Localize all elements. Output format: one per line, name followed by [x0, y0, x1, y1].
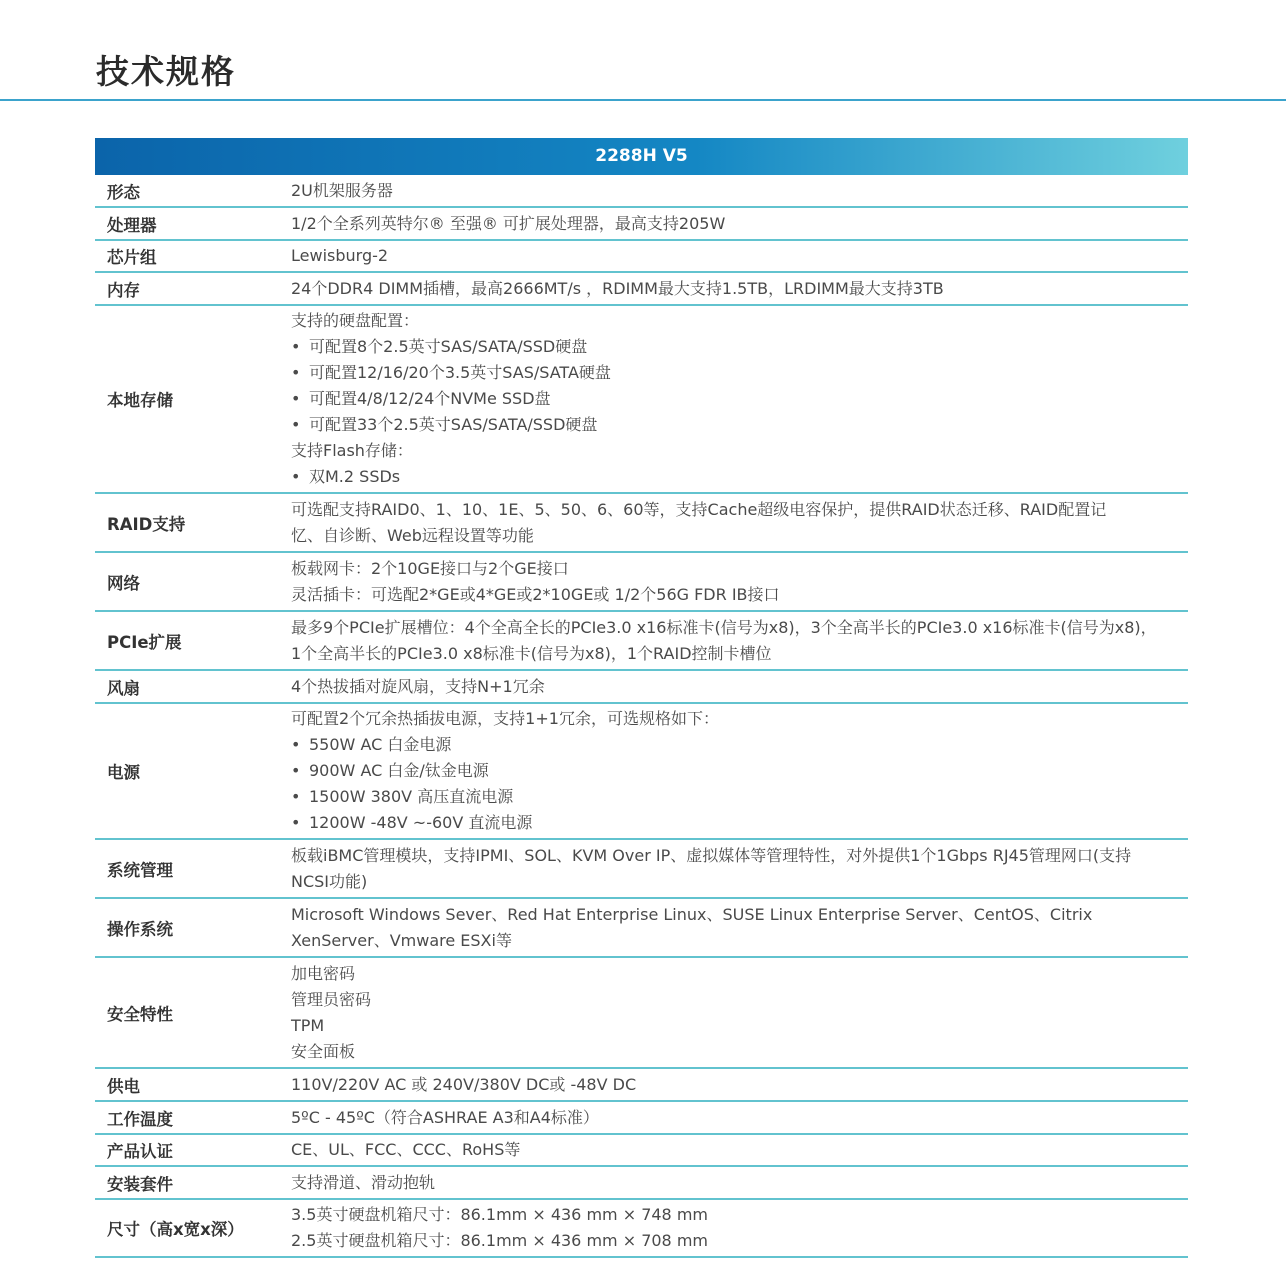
bullet-item: [291, 784, 1180, 810]
bullet-text: 可配置4/8/12/24个NVMe SSD盘: [309, 389, 551, 408]
bullet-text: 550W AC 白金电源: [309, 735, 452, 754]
bullet-text: 1200W -48V ~-60V 直流电源: [309, 813, 533, 832]
bullet-item: [291, 412, 1180, 438]
spec-value: [291, 556, 1188, 608]
spec-line: 110V/220V AC 或 240V/380V DC或 -48V DC: [291, 1074, 637, 1094]
spec-label: 本地存储: [107, 391, 173, 410]
bullet-item: [291, 758, 1180, 784]
title-divider: [0, 99, 1286, 101]
bullet-text: 可配置33个2.5英寸SAS/SATA/SSD硬盘: [309, 415, 598, 434]
spec-line: 忆、自诊断、Web远程设置等功能: [291, 525, 534, 545]
bullet-item: [291, 732, 1180, 758]
spec-label: 产品认证: [107, 1142, 173, 1161]
spec-line: 安全面板: [291, 1041, 356, 1061]
spec-line: TPM: [291, 1015, 325, 1035]
spec-value: [291, 706, 1188, 836]
spec-row: [95, 553, 1188, 612]
spec-value: [291, 1105, 1188, 1131]
spec-label: 内存: [107, 280, 140, 300]
spec-row: [95, 306, 1188, 494]
bullet-item: [291, 334, 1180, 360]
spec-value: [291, 902, 1188, 954]
spec-value: [291, 1202, 1188, 1254]
spec-row: [95, 494, 1188, 553]
bullet-text: 双M.2 SSDs: [309, 467, 401, 486]
spec-label: 网络: [107, 573, 140, 593]
bullet-text: 可配置8个2.5英寸SAS/SATA/SSD硬盘: [309, 337, 588, 356]
spec-row: [95, 241, 1188, 273]
spec-value: [291, 615, 1188, 667]
bullet-text: 可配置12/16/20个3.5英寸SAS/SATA硬盘: [309, 363, 611, 382]
spec-line: 1/2个全系列英特尔® 至强® 可扩展处理器，最高支持205W: [291, 213, 726, 233]
spec-row: [95, 1135, 1188, 1167]
spec-table: [95, 138, 1188, 1258]
spec-line: XenServer、Vmware ESXi等: [291, 930, 512, 950]
spec-row: [95, 1167, 1188, 1200]
spec-line: 管理员密码: [291, 989, 372, 1009]
spec-row: [95, 273, 1188, 306]
spec-line: 灵活插卡：可选配2*GE或4*GE或2*10GE或 1/2个56G FDR IB接口: [291, 584, 780, 604]
spec-row: [95, 1069, 1188, 1102]
spec-line: 支持滑道、滑动抱轨: [291, 1172, 436, 1192]
spec-label: 安装套件: [107, 1174, 173, 1194]
spec-row: [95, 958, 1188, 1069]
spec-value: [291, 961, 1188, 1065]
spec-label: 形态: [107, 182, 140, 202]
bullet-dot-icon: •: [291, 389, 301, 408]
spec-label: 电源: [107, 763, 140, 782]
spec-line: 2.5英寸硬盘机箱尺寸：86.1mm × 436 mm × 708 mm: [291, 1231, 708, 1250]
spec-value: [291, 1137, 1188, 1163]
bullet-dot-icon: •: [291, 813, 301, 832]
spec-line: 1个全高半长的PCIe3.0 x8标准卡(信号为x8)，1个RAID控制卡槽位: [291, 643, 772, 663]
spec-line: 板载网卡：2个10GE接口与2个GE接口: [291, 558, 569, 578]
spec-rows: [95, 175, 1188, 1258]
page-title: 技术规格: [96, 52, 236, 91]
spec-label: 操作系统: [107, 919, 173, 939]
bullet-dot-icon: •: [291, 363, 301, 382]
spec-label: 芯片组: [107, 248, 157, 267]
spec-line: 加电密码: [291, 963, 356, 983]
spec-line: 最多9个PCIe扩展槽位：4个全高全长的PCIe3.0 x16标准卡(信号为x8)，3个全高半长的PCIe3.0 x16标准卡(信号为x8)，: [291, 617, 1157, 637]
spec-value: [291, 276, 1188, 302]
spec-row: [95, 1200, 1188, 1258]
bullet-item: [291, 386, 1180, 412]
spec-label: 尺寸（高x宽x深）: [107, 1220, 244, 1239]
spec-value: [291, 1170, 1188, 1196]
table-header-model: 2288H V5: [95, 138, 1188, 175]
spec-line: 支持的硬盘配置：: [291, 311, 420, 330]
spec-line: 板载iBMC管理模块，支持IPMI、SOL、KVM Over IP、虚拟媒体等管理特性，对外提供1个1Gbps RJ45管理网口(支持: [291, 845, 1132, 865]
spec-line: 24个DDR4 DIMM插槽，最高2666MT/s ，RDIMM最大支持1.5TB，LRDIMM最大支持3TB: [291, 278, 944, 298]
spec-row: [95, 671, 1188, 704]
bullet-dot-icon: •: [291, 337, 301, 356]
bullet-text: 1500W 380V 高压直流电源: [309, 787, 514, 806]
spec-label: 安全特性: [107, 1004, 173, 1024]
bullet-dot-icon: •: [291, 787, 301, 806]
spec-value: [291, 308, 1188, 490]
spec-label: RAID支持: [107, 514, 186, 534]
bullet-item: [291, 810, 1180, 836]
bullet-dot-icon: •: [291, 415, 301, 434]
spec-line: 2U机架服务器: [291, 180, 393, 200]
spec-row: [95, 840, 1188, 899]
spec-line: 5ºC - 45ºC（符合ASHRAE A3和A4标准）: [291, 1107, 599, 1127]
spec-label: PCIe扩展: [107, 632, 182, 652]
spec-line: Lewisburg-2: [291, 246, 389, 265]
spec-label: 处理器: [107, 215, 157, 235]
spec-value: [291, 674, 1188, 700]
spec-value: [291, 211, 1188, 237]
spec-line: NCSI功能): [291, 871, 368, 891]
spec-row: [95, 899, 1188, 958]
spec-row: [95, 612, 1188, 671]
spec-label: 供电: [107, 1076, 140, 1096]
spec-value: [291, 243, 1188, 269]
bullet-item: [291, 464, 1180, 490]
spec-line: 3.5英寸硬盘机箱尺寸：86.1mm × 436 mm × 748 mm: [291, 1205, 708, 1224]
spec-row: [95, 208, 1188, 241]
spec-row: [95, 704, 1188, 840]
spec-label: 工作温度: [107, 1109, 173, 1129]
spec-line: 支持Flash存储：: [291, 441, 413, 460]
spec-line: 可选配支持RAID0、1、10、1E、5、50、6、60等，支持Cache超级电容保护，提供RAID状态迁移、RAID配置记: [291, 499, 1107, 519]
spec-row: [95, 1102, 1188, 1135]
spec-value: [291, 1072, 1188, 1098]
bullet-text: 900W AC 白金/钛金电源: [309, 761, 489, 780]
spec-value: [291, 497, 1188, 549]
bullet-item: [291, 360, 1180, 386]
spec-line: Microsoft Windows Sever、Red Hat Enterprise Linux、SUSE Linux Enterprise Server、CentOS、Citrix: [291, 904, 1093, 924]
spec-line: CE、UL、FCC、CCC、RoHS等: [291, 1140, 521, 1159]
spec-line: 可配置2个冗余热插拔电源，支持1+1冗余，可选规格如下：: [291, 709, 719, 728]
spec-value: [291, 178, 1188, 204]
bullet-dot-icon: •: [291, 467, 301, 486]
spec-label: 风扇: [107, 678, 140, 698]
bullet-dot-icon: •: [291, 761, 301, 780]
spec-label: 系统管理: [107, 860, 173, 880]
bullet-dot-icon: •: [291, 735, 301, 754]
spec-line: 4个热拔插对旋风扇，支持N+1冗余: [291, 676, 545, 696]
spec-value: [291, 843, 1188, 895]
spec-row: [95, 175, 1188, 208]
